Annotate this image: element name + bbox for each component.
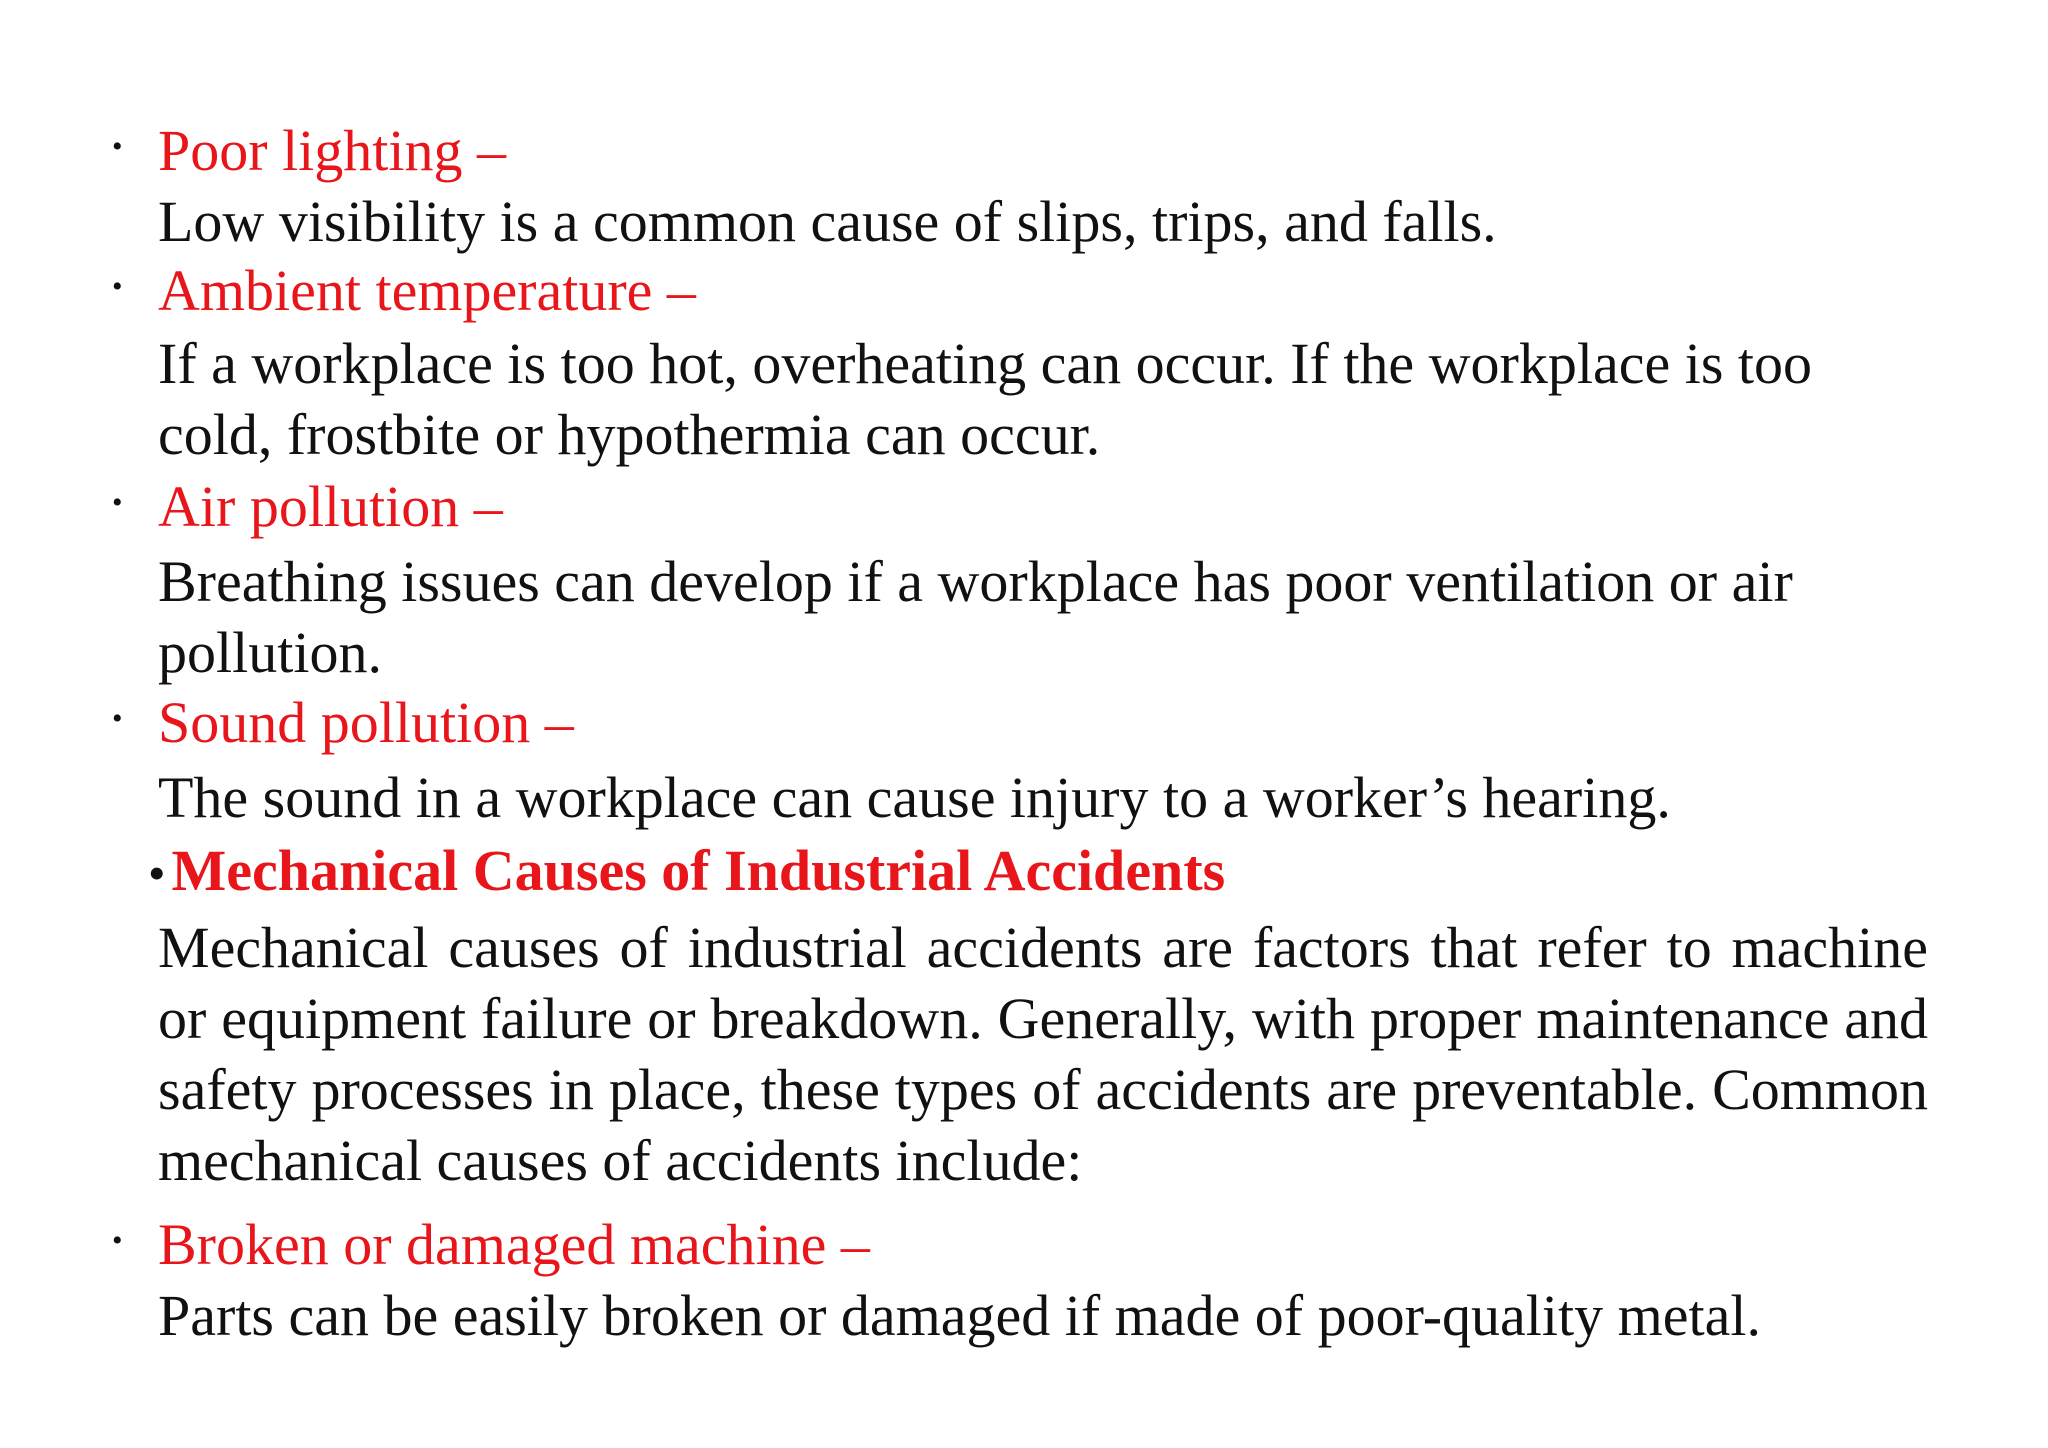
section-bullet-icon: • bbox=[148, 845, 166, 901]
item-body-ambient-temperature: If a workplace is too hot, overheating can occur. If the workplace is too cold, frostbite or hypothermia can occur. bbox=[158, 331, 1813, 467]
section-title-text: Mechanical Causes of Industrial Accidents bbox=[171, 838, 1226, 903]
item-body-sound-pollution: The sound in a workplace can cause injury to a worker’s hearing. bbox=[158, 765, 1671, 830]
section-paragraph: Mechanical causes of industrial accidents are factors that refer to machine or equipment failure or breakdown. Generally, with proper maintenance and safety processes in place, these types of accidents are preventable. Common mechanical causes of accidents include: bbox=[158, 915, 1928, 1193]
item-heading-poor-lighting: Poor lighting – bbox=[158, 118, 507, 183]
item-heading-air-pollution: Air pollution – bbox=[158, 474, 503, 539]
bullet-icon: • bbox=[112, 702, 123, 735]
item-heading-broken-machine: Broken or damaged machine – bbox=[158, 1212, 870, 1277]
item-body-air-pollution: Breathing issues can develop if a workplace has poor ventilation or air pollution. bbox=[158, 549, 1793, 685]
section-title bbox=[148, 838, 1225, 906]
item-heading-sound-pollution: Sound pollution – bbox=[158, 690, 574, 755]
item-body-poor-lighting: Low visibility is a common cause of slips, trips, and falls. bbox=[158, 189, 1497, 254]
bullet-icon: • bbox=[112, 130, 123, 163]
item-heading-ambient-temperature: Ambient temperature – bbox=[158, 258, 696, 323]
item-body-broken-machine: Parts can be easily broken or damaged if made of poor-quality metal. bbox=[158, 1283, 1761, 1348]
bullet-icon: • bbox=[112, 270, 123, 303]
bullet-icon: • bbox=[112, 1224, 123, 1257]
bullet-icon: • bbox=[112, 486, 123, 519]
